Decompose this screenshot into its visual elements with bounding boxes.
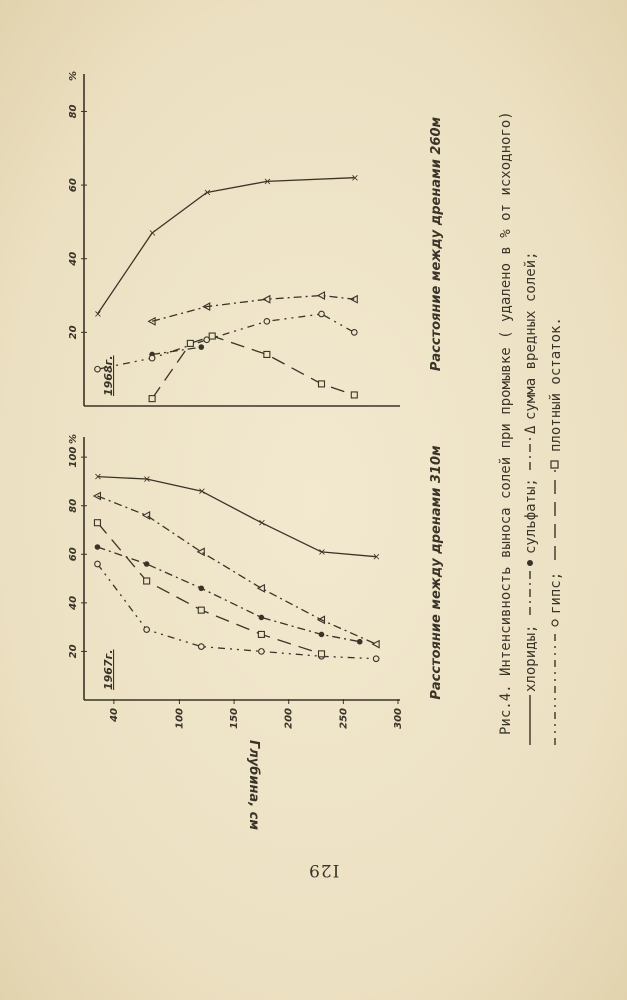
data-point-chlorides: ×: [256, 518, 268, 527]
x-axis-label-1967: Расстояние между дренами 310м: [429, 445, 444, 700]
data-point-residue: [319, 381, 325, 387]
data-point-sulfates: [198, 344, 204, 350]
legend-label-sum: сумма вредных солей;: [523, 251, 539, 420]
data-point-sulfates: [319, 632, 325, 638]
series-line-chlorides: [98, 178, 355, 314]
caption-line-1: Рис.4. Интенсивность выноса солей при промывке ( удалено в % от исходного): [498, 111, 514, 735]
data-point-chlorides: ×: [142, 474, 154, 484]
data-point-gypsum: [264, 319, 270, 325]
x-tick-label-1967: 40: [68, 595, 79, 610]
data-point-chlorides: ×: [92, 309, 104, 319]
data-point-sum: [258, 585, 265, 592]
data-point-gypsum: [259, 649, 265, 655]
series-chlorides-1967: [93, 472, 383, 561]
x-tick-label-1968: %: [68, 70, 79, 82]
data-point-residue: [198, 607, 204, 613]
data-point-gypsum: [373, 656, 379, 662]
x-tick-label-1967: 100: [68, 446, 79, 468]
data-point-sulfates: [144, 561, 150, 567]
data-point-residue: [258, 631, 264, 637]
legend-label-chlorides: хлориды;: [523, 624, 539, 692]
data-point-chlorides: ×: [202, 188, 214, 197]
data-point-chlorides: ×: [147, 228, 159, 238]
data-point-chlorides: ×: [92, 472, 104, 481]
data-point-sulfates: [198, 585, 204, 591]
data-point-residue: [209, 333, 215, 339]
series-line-sulfates: [152, 347, 201, 354]
legend-label-residue: плотный остаток.: [548, 317, 564, 452]
data-point-sulfates: [95, 544, 101, 550]
series-line-gypsum: [98, 564, 377, 659]
y-tick-label: 250: [338, 708, 350, 729]
x-tick-label-1968: 40: [68, 251, 79, 266]
series-line-gypsum: [98, 314, 355, 369]
data-point-residue: [187, 340, 193, 346]
chart-title-1967: 1967г.: [102, 649, 115, 690]
data-point-residue: [351, 392, 357, 398]
data-point-residue: [264, 351, 270, 357]
page-number: I29: [308, 860, 340, 880]
data-point-chlorides: ×: [196, 486, 208, 496]
data-point-residue: [319, 651, 325, 657]
series-line-sum: [98, 496, 377, 644]
x-tick-label-1967: 20: [68, 644, 79, 659]
legend-label-sulfates: сульфаты;: [523, 478, 539, 554]
x-tick-label-1967: 60: [68, 547, 79, 562]
caption: [498, 111, 564, 745]
legend-marker-residue: [551, 461, 558, 468]
data-point-gypsum: [198, 644, 204, 650]
y-axis-label: Глубина, см: [246, 739, 261, 831]
data-point-sum: [198, 548, 205, 555]
caption-line-2: [523, 251, 539, 745]
x-axis-label-1968: Расстояние между дренами 260м: [429, 116, 444, 372]
legend-label-gypsum: гипс;: [548, 571, 564, 614]
data-point-gypsum: [319, 311, 325, 317]
y-tick-label: 100: [174, 708, 186, 729]
x-tick-label-1968: 80: [68, 104, 79, 119]
chart-1967: [68, 434, 444, 830]
series-line-sulfates: [98, 547, 360, 642]
series-residue-1968: [149, 333, 357, 402]
data-point-residue: [149, 396, 155, 402]
data-point-residue: [144, 578, 150, 584]
series-gypsum-1967: [95, 561, 379, 661]
legend-marker-gypsum: [552, 620, 558, 626]
data-point-sulfates: [259, 615, 265, 621]
x-tick-label-1968: 60: [68, 178, 79, 193]
data-point-sum: [143, 512, 150, 519]
series-line-residue: [152, 336, 354, 399]
data-point-residue: [94, 520, 100, 526]
data-point-sulfates: [357, 639, 363, 645]
data-point-gypsum: [144, 627, 150, 633]
series-sum-1968: [149, 292, 358, 325]
data-point-sum: [373, 641, 380, 648]
chart-1968: [68, 71, 444, 406]
x-tick-label-1968: 20: [68, 325, 79, 340]
series-sulfates-1968: [149, 344, 204, 357]
data-point-sum: [263, 296, 270, 303]
data-point-gypsum: [351, 330, 357, 336]
legend-marker-sulfates: [527, 560, 533, 566]
legend-marker-sum: Δ: [523, 425, 539, 434]
series-gypsum-1968: [92, 309, 357, 372]
y-tick-label: 150: [229, 708, 241, 729]
data-point-chlorides: ×: [262, 177, 274, 186]
y-tick-label: 300: [393, 708, 404, 729]
data-point-sum: [94, 493, 101, 500]
series-residue-1967: [94, 520, 324, 657]
data-point-chlorides: ×: [371, 552, 383, 561]
data-point-gypsum: [149, 355, 155, 361]
data-point-gypsum: [95, 366, 101, 372]
data-point-chlorides: ×: [317, 547, 328, 557]
chart-title-1968: 1968г.: [102, 355, 115, 396]
y-tick-label: 200: [283, 708, 295, 729]
series-line-residue: [98, 523, 322, 654]
caption-line-3: [548, 317, 564, 745]
x-tick-label-1967: 80: [68, 498, 79, 513]
y-tick-label: 40: [108, 708, 120, 722]
x-tick-label-1967: %: [68, 433, 79, 445]
series-line-chlorides: [98, 474, 377, 557]
data-point-sum: [318, 292, 325, 299]
series-sulfates-1967: [95, 544, 363, 644]
data-point-gypsum: [95, 561, 101, 567]
data-point-chlorides: ×: [349, 173, 361, 182]
